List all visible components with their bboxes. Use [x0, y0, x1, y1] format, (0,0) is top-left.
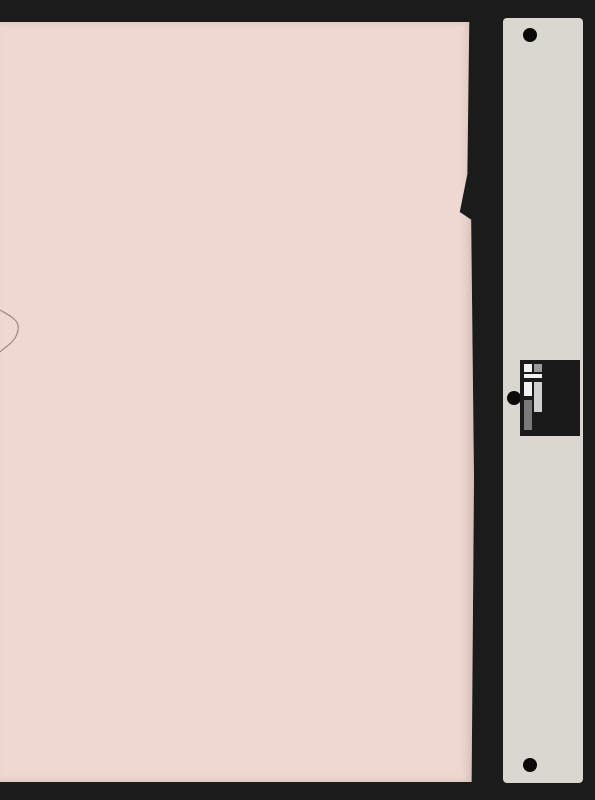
document-page: [0, 22, 474, 782]
ruler-hole-bottom: [523, 758, 537, 772]
ruler-hole-middle: [507, 391, 521, 405]
binding-thread: [0, 290, 22, 370]
golden-thread-logo: [520, 360, 580, 436]
ruler-hole-top: [523, 28, 537, 42]
